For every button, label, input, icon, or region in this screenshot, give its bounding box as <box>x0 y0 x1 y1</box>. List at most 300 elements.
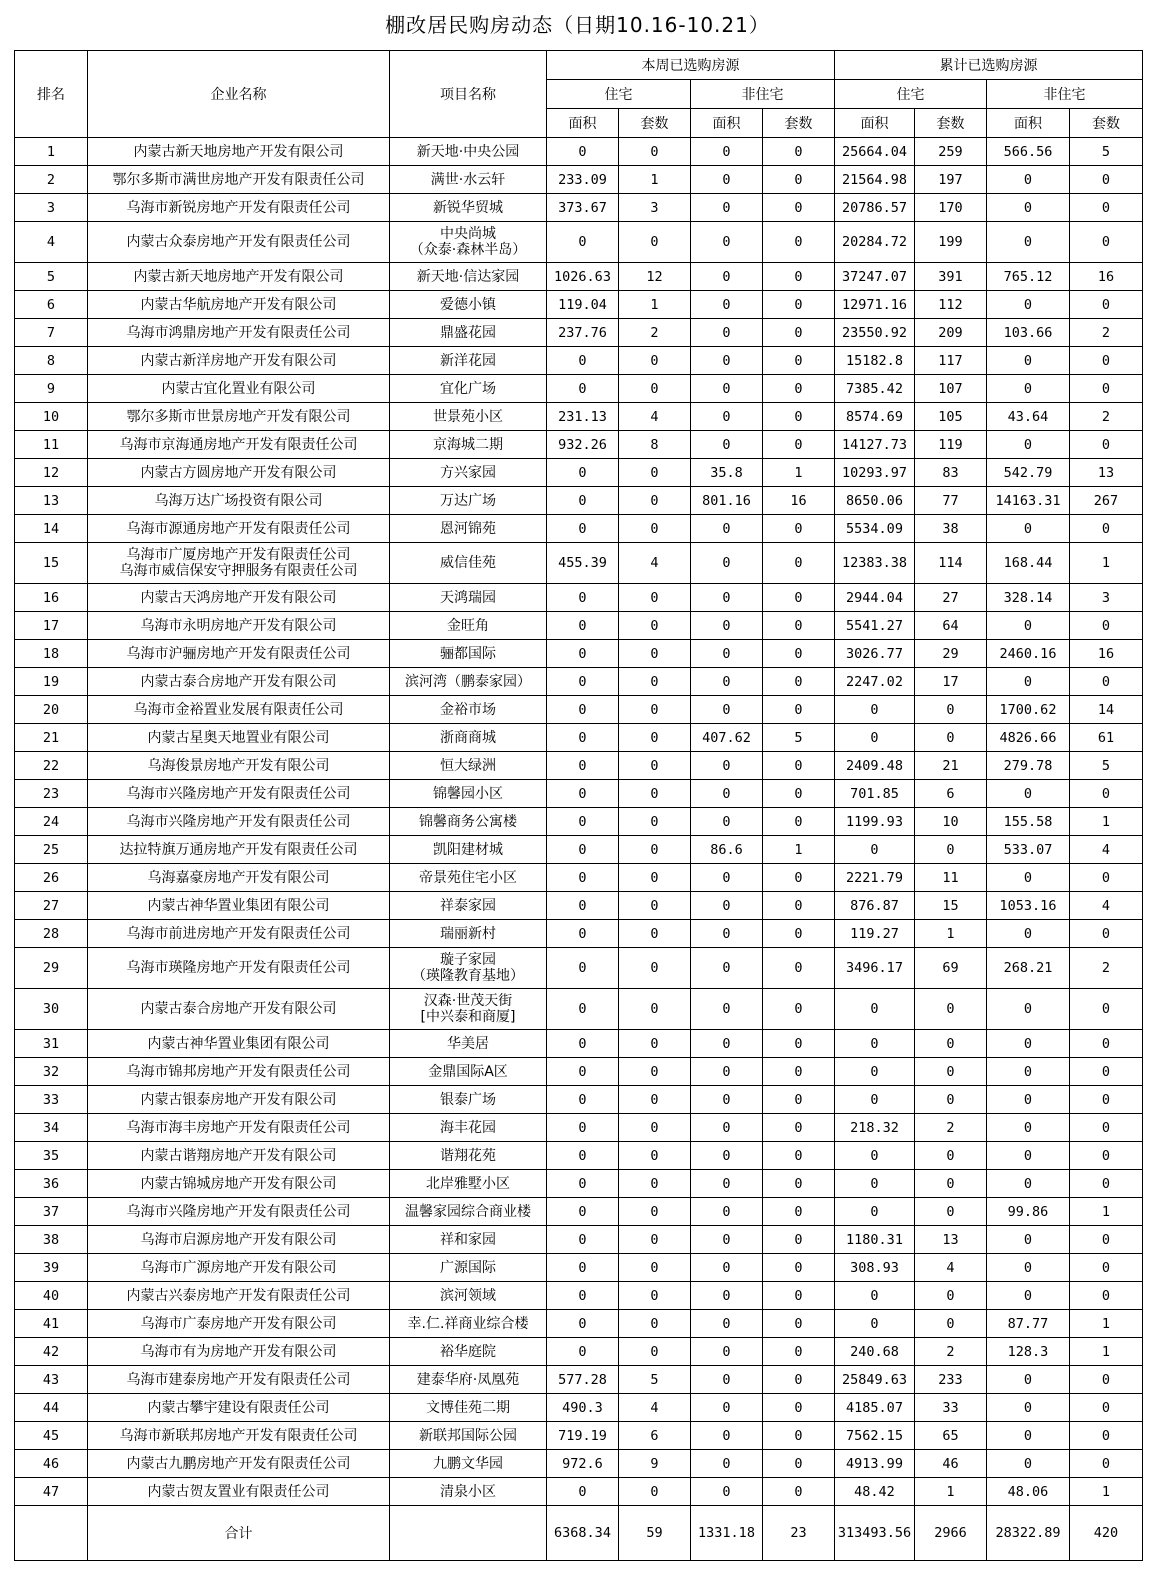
cum-res-area-cell: 2221.79 <box>835 864 915 892</box>
week-non-units-cell: 0 <box>763 612 835 640</box>
project-cell <box>390 1170 547 1198</box>
week-res-area-cell: 0 <box>547 138 619 166</box>
project-name-secondary: （瑛隆教育基地） <box>412 968 524 984</box>
table-row <box>15 584 1143 612</box>
cum-res-area-cell: 7385.42 <box>835 375 915 403</box>
week-res-units-cell: 0 <box>619 752 691 780</box>
project-cell <box>390 1226 547 1254</box>
project-cell <box>390 347 547 375</box>
project-cell <box>390 543 547 584</box>
cum-res-area-cell: 0 <box>835 1282 915 1310</box>
rank-cell: 39 <box>15 1254 88 1282</box>
company-cell <box>88 668 390 696</box>
week-non-area-cell: 0 <box>691 515 763 543</box>
project-cell <box>390 808 547 836</box>
cum-res-area-cell: 8650.06 <box>835 487 915 515</box>
cum-non-area-cell: 0 <box>987 291 1070 319</box>
cum-non-area-cell: 128.3 <box>987 1338 1070 1366</box>
cum-non-area-cell: 43.64 <box>987 403 1070 431</box>
header-area: 面积 <box>547 109 619 138</box>
company-name: 内蒙古九鹏房地产开发有限责任公司 <box>126 1455 351 1472</box>
company-cell <box>88 263 390 291</box>
cum-non-area-cell: 0 <box>987 1058 1070 1086</box>
week-non-area-cell: 0 <box>691 1394 763 1422</box>
project-cell <box>390 640 547 668</box>
table-row <box>15 696 1143 724</box>
company-cell <box>88 584 390 612</box>
week-res-area-cell: 0 <box>547 375 619 403</box>
cum-res-units-cell: 0 <box>915 1310 987 1338</box>
table-row <box>15 1394 1143 1422</box>
week-non-area-cell: 0 <box>691 1450 763 1478</box>
cum-non-area-cell: 155.58 <box>987 808 1070 836</box>
week-non-area-cell: 0 <box>691 1338 763 1366</box>
table-row <box>15 319 1143 347</box>
company-cell <box>88 892 390 920</box>
project-cell <box>390 696 547 724</box>
project-cell <box>390 515 547 543</box>
company-name: 达拉特旗万通房地产开发有限责任公司 <box>119 841 358 858</box>
week-res-units-cell: 0 <box>619 808 691 836</box>
table-row <box>15 1254 1143 1282</box>
cum-res-units-cell: 0 <box>915 836 987 864</box>
project-name: 中央尚城 <box>440 226 496 242</box>
table-row <box>15 1282 1143 1310</box>
week-non-units-cell: 0 <box>763 1366 835 1394</box>
project-cell <box>390 1086 547 1114</box>
cum-res-units-cell: 17 <box>915 668 987 696</box>
project-name: 建泰华府·凤凰苑 <box>416 1371 520 1388</box>
company-name: 内蒙古神华置业集团有限公司 <box>147 1035 330 1052</box>
company-name: 内蒙古华航房地产开发有限公司 <box>140 296 337 313</box>
cum-non-area-cell: 0 <box>987 920 1070 948</box>
table-row <box>15 640 1143 668</box>
company-name-secondary: 乌海市威信保安守押服务有限责任公司 <box>119 563 358 579</box>
week-res-units-cell: 2 <box>619 319 691 347</box>
cum-res-area-cell: 23550.92 <box>835 319 915 347</box>
project-name: 锦馨商务公寓楼 <box>419 813 517 830</box>
cum-res-units-cell: 391 <box>915 263 987 291</box>
cum-res-area-cell: 25664.04 <box>835 138 915 166</box>
week-non-area-cell: 0 <box>691 892 763 920</box>
header-area: 面积 <box>691 109 763 138</box>
rank-cell: 28 <box>15 920 88 948</box>
cum-non-units-cell: 0 <box>1070 668 1143 696</box>
week-res-units-cell: 4 <box>619 403 691 431</box>
week-non-area-cell: 0 <box>691 319 763 347</box>
project-cell <box>390 920 547 948</box>
total-cum-res-units: 2966 <box>915 1506 987 1561</box>
project-name: 金鼎国际A区 <box>428 1063 508 1080</box>
company-name: 内蒙古泰合房地产开发有限公司 <box>140 673 337 690</box>
cum-non-area-cell: 87.77 <box>987 1310 1070 1338</box>
company-cell <box>88 836 390 864</box>
week-res-area-cell: 0 <box>547 1058 619 1086</box>
week-non-units-cell: 0 <box>763 515 835 543</box>
table-row <box>15 1170 1143 1198</box>
project-name: 浙商商城 <box>440 729 496 746</box>
company-cell <box>88 375 390 403</box>
week-non-area-cell: 0 <box>691 808 763 836</box>
week-res-area-cell: 0 <box>547 668 619 696</box>
cum-non-units-cell: 3 <box>1070 584 1143 612</box>
company-cell <box>88 1338 390 1366</box>
table-row <box>15 1142 1143 1170</box>
week-non-area-cell: 0 <box>691 1366 763 1394</box>
company-name: 乌海市海丰房地产开发有限责任公司 <box>126 1119 351 1136</box>
table-row <box>15 431 1143 459</box>
week-non-units-cell: 0 <box>763 291 835 319</box>
company-name: 内蒙古众泰房地产开发有限责任公司 <box>126 234 351 250</box>
company-name: 乌海市京海通房地产开发有限责任公司 <box>119 436 358 453</box>
company-cell <box>88 1030 390 1058</box>
cum-res-units-cell: 64 <box>915 612 987 640</box>
cum-res-units-cell: 10 <box>915 808 987 836</box>
week-res-area-cell: 0 <box>547 808 619 836</box>
week-non-area-cell: 0 <box>691 920 763 948</box>
company-name: 内蒙古锦城房地产开发有限公司 <box>140 1175 337 1192</box>
project-cell <box>390 1030 547 1058</box>
cum-res-area-cell: 876.87 <box>835 892 915 920</box>
week-non-units-cell: 0 <box>763 892 835 920</box>
cum-res-area-cell: 0 <box>835 1058 915 1086</box>
cum-non-units-cell: 5 <box>1070 752 1143 780</box>
week-res-area-cell: 0 <box>547 752 619 780</box>
week-non-units-cell: 0 <box>763 584 835 612</box>
cum-res-units-cell: 107 <box>915 375 987 403</box>
rank-cell: 18 <box>15 640 88 668</box>
cum-res-area-cell: 0 <box>835 1198 915 1226</box>
rank-cell: 23 <box>15 780 88 808</box>
week-non-area-cell: 0 <box>691 543 763 584</box>
cum-res-area-cell: 0 <box>835 724 915 752</box>
week-non-area-cell: 0 <box>691 752 763 780</box>
company-name: 乌海市瑛隆房地产开发有限责任公司 <box>126 960 351 976</box>
table-row <box>15 989 1143 1030</box>
week-non-units-cell: 0 <box>763 1254 835 1282</box>
company-cell <box>88 1170 390 1198</box>
company-cell <box>88 166 390 194</box>
company-cell <box>88 808 390 836</box>
company-cell <box>88 431 390 459</box>
project-cell <box>390 892 547 920</box>
table-row <box>15 515 1143 543</box>
company-cell <box>88 222 390 263</box>
table-row <box>15 752 1143 780</box>
cum-non-units-cell: 1 <box>1070 543 1143 584</box>
week-non-area-cell: 0 <box>691 989 763 1030</box>
week-non-area-cell: 0 <box>691 166 763 194</box>
cum-non-units-cell: 1 <box>1070 808 1143 836</box>
company-cell <box>88 1282 390 1310</box>
project-name: 满世·水云轩 <box>430 171 506 188</box>
project-name: 恒大绿洲 <box>440 757 496 774</box>
rank-cell: 36 <box>15 1170 88 1198</box>
table-row <box>15 1114 1143 1142</box>
rank-cell: 34 <box>15 1114 88 1142</box>
table-row <box>15 864 1143 892</box>
company-cell <box>88 1058 390 1086</box>
week-res-units-cell: 0 <box>619 989 691 1030</box>
company-cell <box>88 1086 390 1114</box>
week-non-units-cell: 0 <box>763 696 835 724</box>
cum-res-area-cell: 15182.8 <box>835 347 915 375</box>
project-name: 金裕市场 <box>440 701 496 718</box>
week-non-units-cell: 0 <box>763 1310 835 1338</box>
rank-cell: 14 <box>15 515 88 543</box>
week-non-area-cell: 0 <box>691 1114 763 1142</box>
week-res-area-cell: 0 <box>547 1310 619 1338</box>
header-area: 面积 <box>987 109 1070 138</box>
cum-res-units-cell: 259 <box>915 138 987 166</box>
cum-res-units-cell: 1 <box>915 920 987 948</box>
week-res-units-cell: 0 <box>619 1338 691 1366</box>
project-name: 京海城二期 <box>433 436 503 453</box>
cum-non-area-cell: 0 <box>987 166 1070 194</box>
week-res-units-cell: 0 <box>619 724 691 752</box>
week-res-area-cell: 932.26 <box>547 431 619 459</box>
week-non-units-cell: 5 <box>763 724 835 752</box>
week-non-units-cell: 0 <box>763 864 835 892</box>
project-name: 骊都国际 <box>440 645 496 662</box>
week-non-units-cell: 0 <box>763 347 835 375</box>
cum-res-units-cell: 6 <box>915 780 987 808</box>
rank-cell: 4 <box>15 222 88 263</box>
week-res-area-cell: 0 <box>547 836 619 864</box>
project-name: 祥泰家园 <box>440 897 496 914</box>
week-res-units-cell: 0 <box>619 1198 691 1226</box>
week-res-area-cell: 0 <box>547 920 619 948</box>
cum-res-units-cell: 209 <box>915 319 987 347</box>
cum-res-area-cell: 12971.16 <box>835 291 915 319</box>
cum-res-area-cell: 4913.99 <box>835 1450 915 1478</box>
cum-non-units-cell: 0 <box>1070 1226 1143 1254</box>
project-name: 九鹏文华园 <box>433 1455 503 1472</box>
cum-non-units-cell: 0 <box>1070 1394 1143 1422</box>
company-cell <box>88 1422 390 1450</box>
cum-non-units-cell: 0 <box>1070 291 1143 319</box>
rank-cell: 25 <box>15 836 88 864</box>
project-name: 谐翔花苑 <box>440 1147 496 1164</box>
week-non-units-cell: 0 <box>763 1338 835 1366</box>
project-name: 银泰广场 <box>440 1091 496 1108</box>
cum-res-area-cell: 4185.07 <box>835 1394 915 1422</box>
week-res-units-cell: 0 <box>619 640 691 668</box>
week-non-units-cell: 0 <box>763 1422 835 1450</box>
week-non-units-cell: 0 <box>763 431 835 459</box>
rank-cell: 35 <box>15 1142 88 1170</box>
table-row <box>15 892 1143 920</box>
week-non-units-cell: 0 <box>763 166 835 194</box>
cum-res-area-cell: 3026.77 <box>835 640 915 668</box>
week-res-units-cell: 0 <box>619 1170 691 1198</box>
cum-non-area-cell: 328.14 <box>987 584 1070 612</box>
project-name: 璇子家园 <box>440 952 496 968</box>
week-non-units-cell: 0 <box>763 1030 835 1058</box>
cum-non-units-cell: 0 <box>1070 1086 1143 1114</box>
rank-cell: 37 <box>15 1198 88 1226</box>
rank-cell: 30 <box>15 989 88 1030</box>
week-non-units-cell: 0 <box>763 1086 835 1114</box>
week-non-units-cell: 0 <box>763 1170 835 1198</box>
cum-res-units-cell: 27 <box>915 584 987 612</box>
cum-non-area-cell: 0 <box>987 431 1070 459</box>
table-row <box>15 1086 1143 1114</box>
week-res-area-cell: 237.76 <box>547 319 619 347</box>
week-non-units-cell: 0 <box>763 989 835 1030</box>
company-name: 内蒙古银泰房地产开发有限公司 <box>140 1091 337 1108</box>
cum-res-units-cell: 13 <box>915 1226 987 1254</box>
week-non-area-cell: 0 <box>691 138 763 166</box>
week-non-area-cell: 0 <box>691 1422 763 1450</box>
week-res-area-cell: 0 <box>547 1282 619 1310</box>
week-res-units-cell: 0 <box>619 459 691 487</box>
rank-cell: 21 <box>15 724 88 752</box>
company-name: 乌海市有为房地产开发有限公司 <box>140 1343 337 1360</box>
company-name: 内蒙古新天地房地产开发有限公司 <box>133 268 344 285</box>
cum-res-area-cell: 0 <box>835 1170 915 1198</box>
week-res-units-cell: 3 <box>619 194 691 222</box>
project-name: 新洋花园 <box>440 352 496 369</box>
cum-res-area-cell: 8574.69 <box>835 403 915 431</box>
cum-res-area-cell: 0 <box>835 989 915 1030</box>
week-non-units-cell: 0 <box>763 319 835 347</box>
project-name: 天鸿瑞园 <box>440 589 496 606</box>
rank-cell: 1 <box>15 138 88 166</box>
table-row <box>15 194 1143 222</box>
cum-non-units-cell: 4 <box>1070 892 1143 920</box>
cum-res-area-cell: 14127.73 <box>835 431 915 459</box>
week-non-area-cell: 0 <box>691 1310 763 1338</box>
rank-cell: 2 <box>15 166 88 194</box>
cum-non-area-cell: 0 <box>987 1142 1070 1170</box>
week-res-area-cell: 0 <box>547 1254 619 1282</box>
week-res-area-cell: 490.3 <box>547 1394 619 1422</box>
week-res-area-cell: 0 <box>547 696 619 724</box>
cum-non-units-cell: 0 <box>1070 222 1143 263</box>
cum-res-area-cell: 1199.93 <box>835 808 915 836</box>
cum-res-units-cell: 15 <box>915 892 987 920</box>
company-cell <box>88 948 390 989</box>
header-week-residential: 住宅 <box>547 80 691 109</box>
cum-res-area-cell: 3496.17 <box>835 948 915 989</box>
rank-cell: 10 <box>15 403 88 431</box>
week-non-area-cell: 0 <box>691 375 763 403</box>
cum-res-units-cell: 0 <box>915 1170 987 1198</box>
rank-cell: 20 <box>15 696 88 724</box>
cum-res-units-cell: 38 <box>915 515 987 543</box>
company-name: 乌海市沪骊房地产开发有限责任公司 <box>126 645 351 662</box>
rank-cell: 26 <box>15 864 88 892</box>
company-cell <box>88 612 390 640</box>
company-cell <box>88 1226 390 1254</box>
week-res-units-cell: 0 <box>619 1254 691 1282</box>
company-name: 乌海俊景房地产开发有限公司 <box>147 757 330 774</box>
project-cell <box>390 668 547 696</box>
project-cell <box>390 752 547 780</box>
cum-non-units-cell: 0 <box>1070 920 1143 948</box>
rank-cell: 38 <box>15 1226 88 1254</box>
company-cell <box>88 989 390 1030</box>
rank-cell: 40 <box>15 1282 88 1310</box>
cum-non-units-cell: 0 <box>1070 1366 1143 1394</box>
cum-non-area-cell: 0 <box>987 1366 1070 1394</box>
cum-non-area-cell: 0 <box>987 1226 1070 1254</box>
cum-non-units-cell: 0 <box>1070 1422 1143 1450</box>
company-name: 乌海市鸿鼎房地产开发有限责任公司 <box>126 324 351 341</box>
week-res-units-cell: 0 <box>619 612 691 640</box>
week-res-units-cell: 1 <box>619 291 691 319</box>
project-cell <box>390 1478 547 1506</box>
cum-res-area-cell: 7562.15 <box>835 1422 915 1450</box>
table-row <box>15 291 1143 319</box>
total-project-cell <box>390 1506 547 1561</box>
week-non-area-cell: 0 <box>691 584 763 612</box>
week-non-area-cell: 0 <box>691 403 763 431</box>
total-week-res-area: 6368.34 <box>547 1506 619 1561</box>
week-res-area-cell: 0 <box>547 1226 619 1254</box>
cum-non-area-cell: 0 <box>987 1254 1070 1282</box>
project-name: 宜化广场 <box>440 380 496 397</box>
project-cell <box>390 612 547 640</box>
cum-non-units-cell: 61 <box>1070 724 1143 752</box>
project-name: 新联邦国际公园 <box>419 1427 517 1444</box>
week-non-area-cell: 0 <box>691 1198 763 1226</box>
cum-non-area-cell: 0 <box>987 222 1070 263</box>
table-row <box>15 1226 1143 1254</box>
cum-non-area-cell: 0 <box>987 989 1070 1030</box>
cum-non-area-cell: 0 <box>987 1086 1070 1114</box>
cum-res-area-cell: 10293.97 <box>835 459 915 487</box>
table-row <box>15 1198 1143 1226</box>
cum-non-units-cell: 0 <box>1070 431 1143 459</box>
week-non-area-cell: 0 <box>691 612 763 640</box>
project-cell <box>390 222 547 263</box>
cum-non-area-cell: 542.79 <box>987 459 1070 487</box>
project-name: 爱德小镇 <box>440 296 496 313</box>
cum-res-area-cell: 2944.04 <box>835 584 915 612</box>
rank-cell: 9 <box>15 375 88 403</box>
cum-non-units-cell: 4 <box>1070 836 1143 864</box>
week-non-units-cell: 1 <box>763 459 835 487</box>
company-name: 乌海市建泰房地产开发有限责任公司 <box>126 1371 351 1388</box>
project-name: 新锐华贸城 <box>433 199 503 216</box>
week-non-area-cell: 0 <box>691 263 763 291</box>
cum-non-area-cell: 533.07 <box>987 836 1070 864</box>
week-res-area-cell: 0 <box>547 1478 619 1506</box>
week-res-area-cell: 0 <box>547 459 619 487</box>
header-this-week: 本周已选购房源 <box>547 51 835 80</box>
company-name: 乌海市启源房地产开发有限公司 <box>140 1231 337 1248</box>
project-cell <box>390 1198 547 1226</box>
rank-cell: 32 <box>15 1058 88 1086</box>
header-units: 套数 <box>619 109 691 138</box>
header-cumulative: 累计已选购房源 <box>835 51 1143 80</box>
company-name: 乌海市兴隆房地产开发有限责任公司 <box>126 1203 351 1220</box>
rank-cell: 44 <box>15 1394 88 1422</box>
week-res-area-cell: 0 <box>547 1142 619 1170</box>
project-cell <box>390 166 547 194</box>
project-name: 帝景苑住宅小区 <box>419 869 517 886</box>
cum-res-units-cell: 0 <box>915 696 987 724</box>
total-rank-cell <box>15 1506 88 1561</box>
cum-non-units-cell: 0 <box>1070 1058 1143 1086</box>
company-name: 乌海市广泰房地产开发有限公司 <box>140 1315 337 1332</box>
company-name: 鄂尔多斯市世景房地产开发有限公司 <box>126 408 351 425</box>
week-res-units-cell: 0 <box>619 920 691 948</box>
cum-non-units-cell: 0 <box>1070 1114 1143 1142</box>
table-row <box>15 1422 1143 1450</box>
